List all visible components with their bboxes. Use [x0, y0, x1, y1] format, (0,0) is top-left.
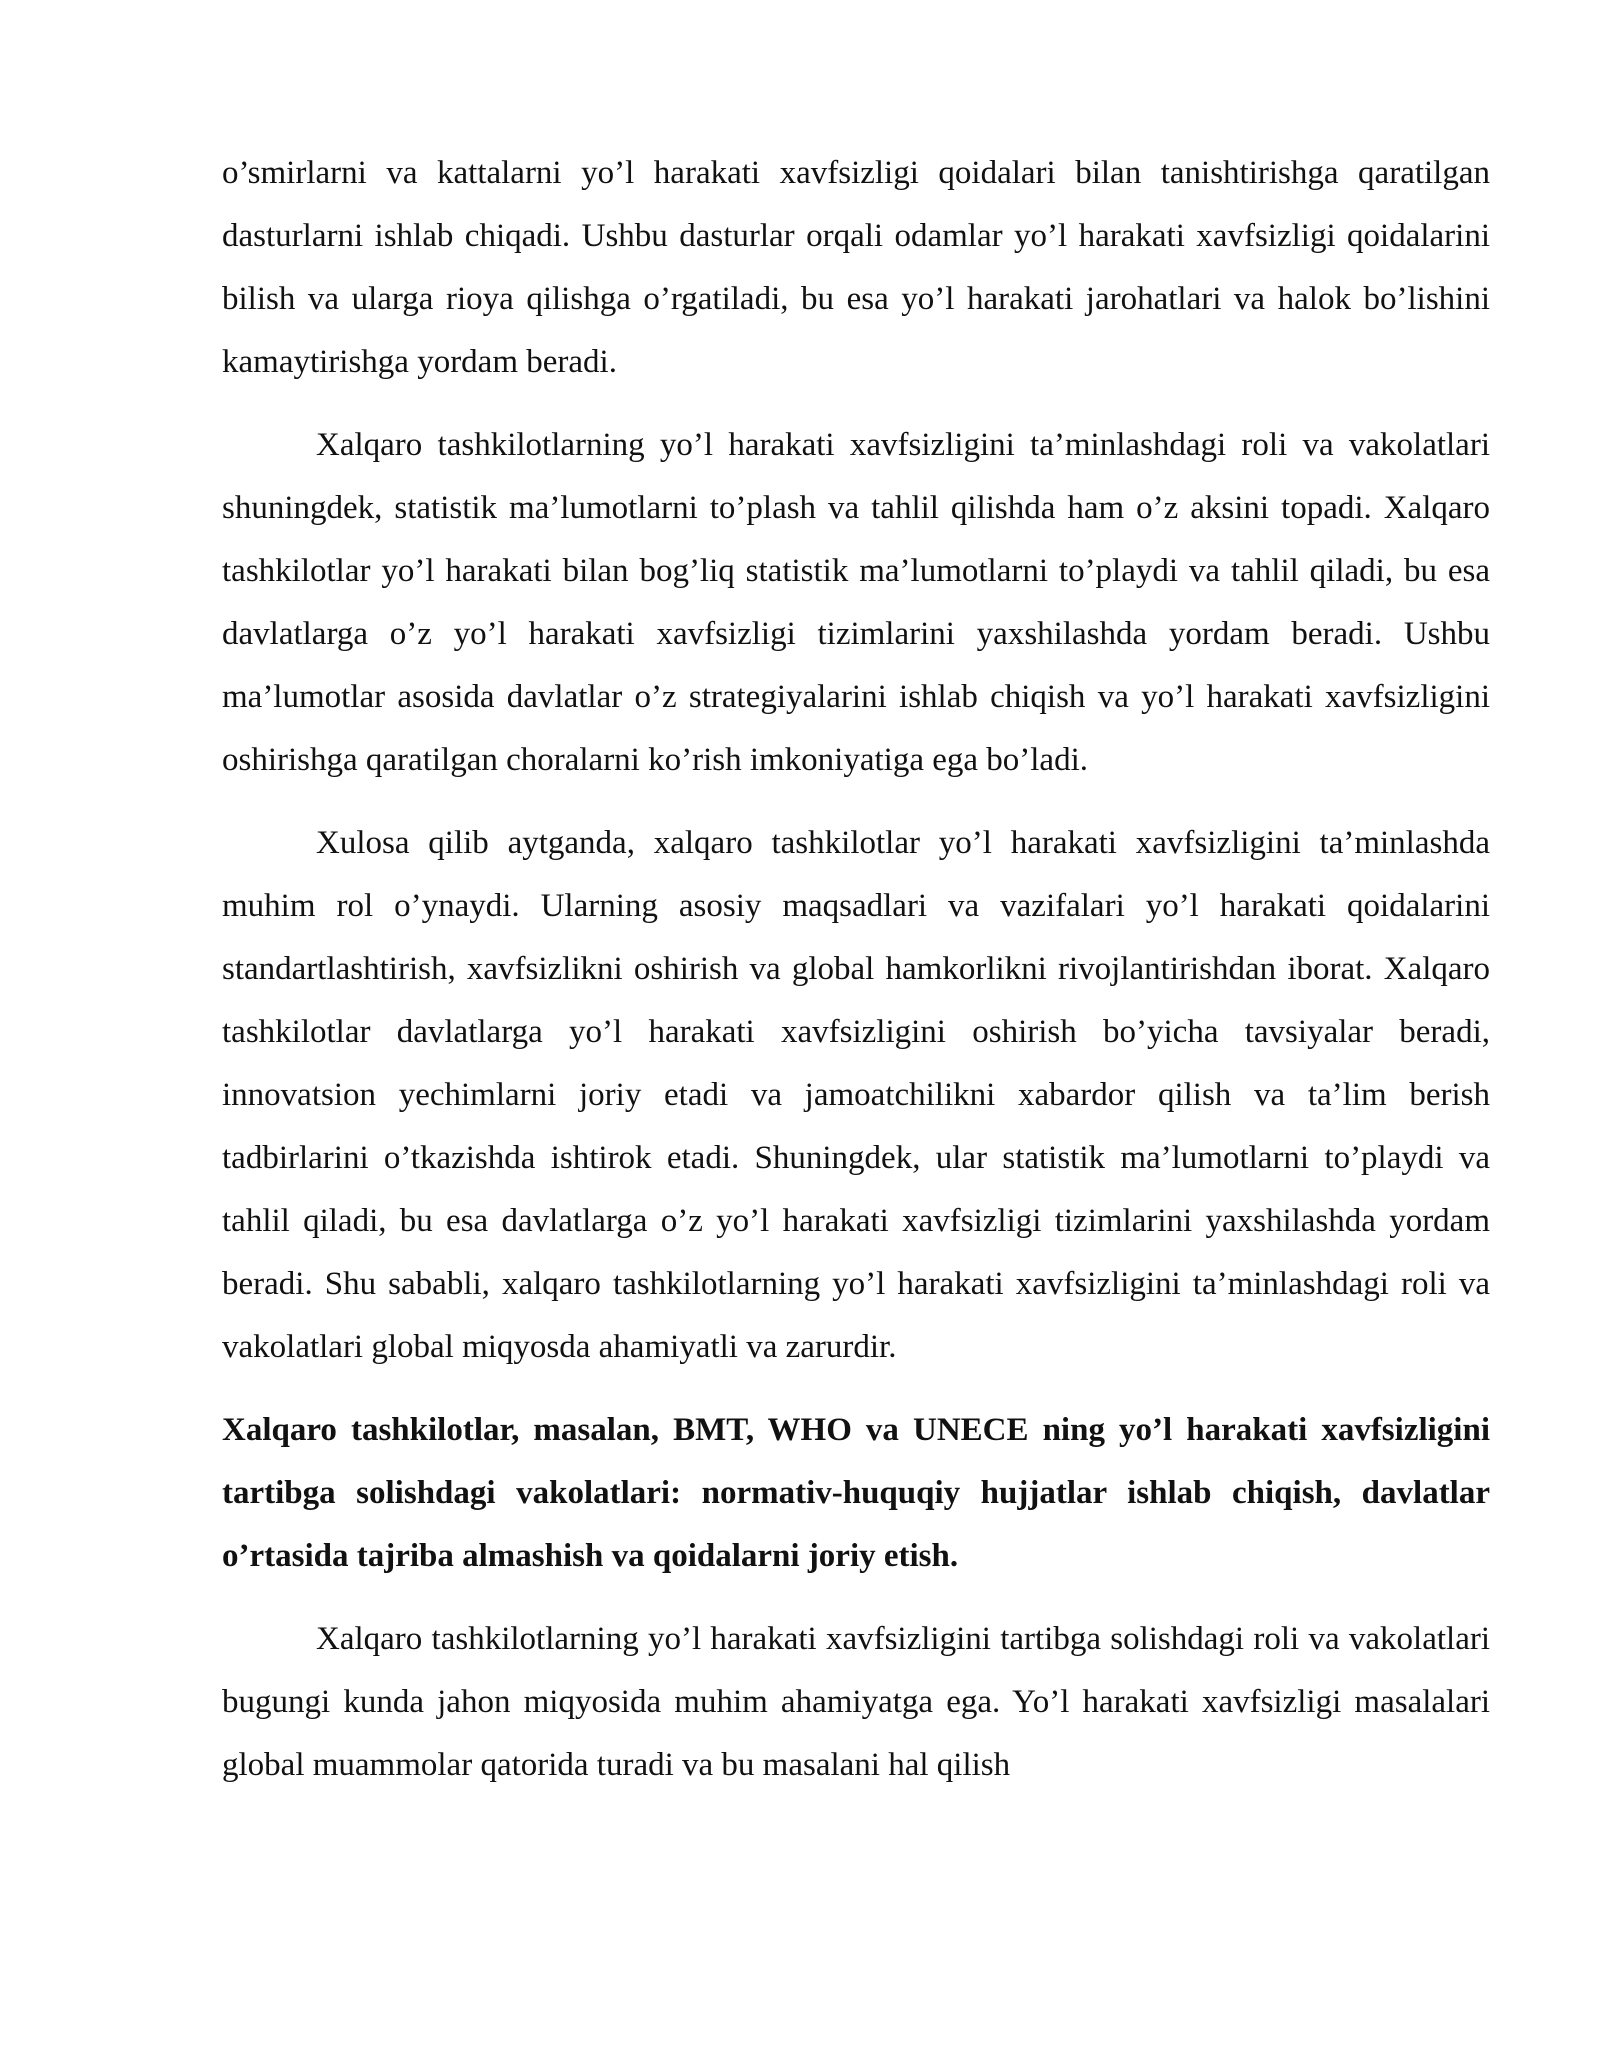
paragraph-continuation: o’smirlarni va kattalarni yo’l harakati xavfsizligi qoidalari bilan tanishtirishga qaratilgan dasturlarni ishlab chiqadi. Ushbu dasturlar orqali odamlar yo’l harakati xavfsizligi qoidalarini bilish va ularga rioya qilishga o’rgatiladi, bu esa yo’l harakati jarohatlari va halok bo’lishini kamaytirishga yordam beradi.: [222, 155, 1490, 380]
paragraph-conclusion: Xulosa qilib aytganda, xalqaro tashkilotlar yo’l harakati xavfsizligini ta’minlashda muhim rol o’ynaydi. Ularning asosiy maqsadlari va vazifalari yo’l harakati qoidalarini standartlashtirish, xavfsizlikni oshirish va global hamkorlikni rivojlantirishdan iborat. Xalqaro tashkilotlar davlatlarga yo’l harakati xavfsizligini oshirish bo’yicha tavsiyalar beradi, innovatsion yechimlarni joriy etadi va jamoatchilikni xabardor qilish va ta’lim berish tadbirlarini o’tkazishda ishtirok etadi. Shuningdek, ular statistik ma’lumotlarni to’playdi va tahlil qiladi, bu esa davlatlarga o’z yo’l harakati xavfsizligi tizimlarini yaxshilashda yordam beradi. Shu sababli, xalqaro tashkilotlarning yo’l harakati xavfsizligini ta’minlashdagi roli va vakolatlari global miqyosda ahamiyatli va zarurdir.: [222, 825, 1490, 1365]
section-heading: Xalqaro tashkilotlar, masalan, BMT, WHO va UNECE ning yo’l harakati xavfsizligini tartibga solishdagi vakolatlari: normativ-huquqiy hujjatlar ishlab chiqish, davlatlar o’rtasida tajriba almashish va qoidalarni joriy etish.: [222, 1412, 1490, 1574]
document-page: [222, 142, 1490, 1797]
paragraph-section-intro: Xalqaro tashkilotlarning yo’l harakati xavfsizligini tartibga solishdagi roli va vakolatlari bugungi kunda jahon miqyosida muhim ahamiyatga ega. Yo’l harakati xavfsizligi masalalari global muammolar qatorida turadi va bu masalani hal qilish: [222, 1621, 1490, 1783]
paragraph-statistics: Xalqaro tashkilotlarning yo’l harakati xavfsizligini ta’minlashdagi roli va vakolatlari shuningdek, statistik ma’lumotlarni to’plash va tahlil qilishda ham o’z aksini topadi. Xalqaro tashkilotlar yo’l harakati bilan bog’liq statistik ma’lumotlarni to’playdi va tahlil qiladi, bu esa davlatlarga o’z yo’l harakati xavfsizligi tizimlarini yaxshilashda yordam beradi. Ushbu ma’lumotlar asosida davlatlar o’z strategiyalarini ishlab chiqish va yo’l harakati xavfsizligini oshirishga qaratilgan choralarni ko’rish imkoniyatiga ega bo’ladi.: [222, 427, 1490, 778]
